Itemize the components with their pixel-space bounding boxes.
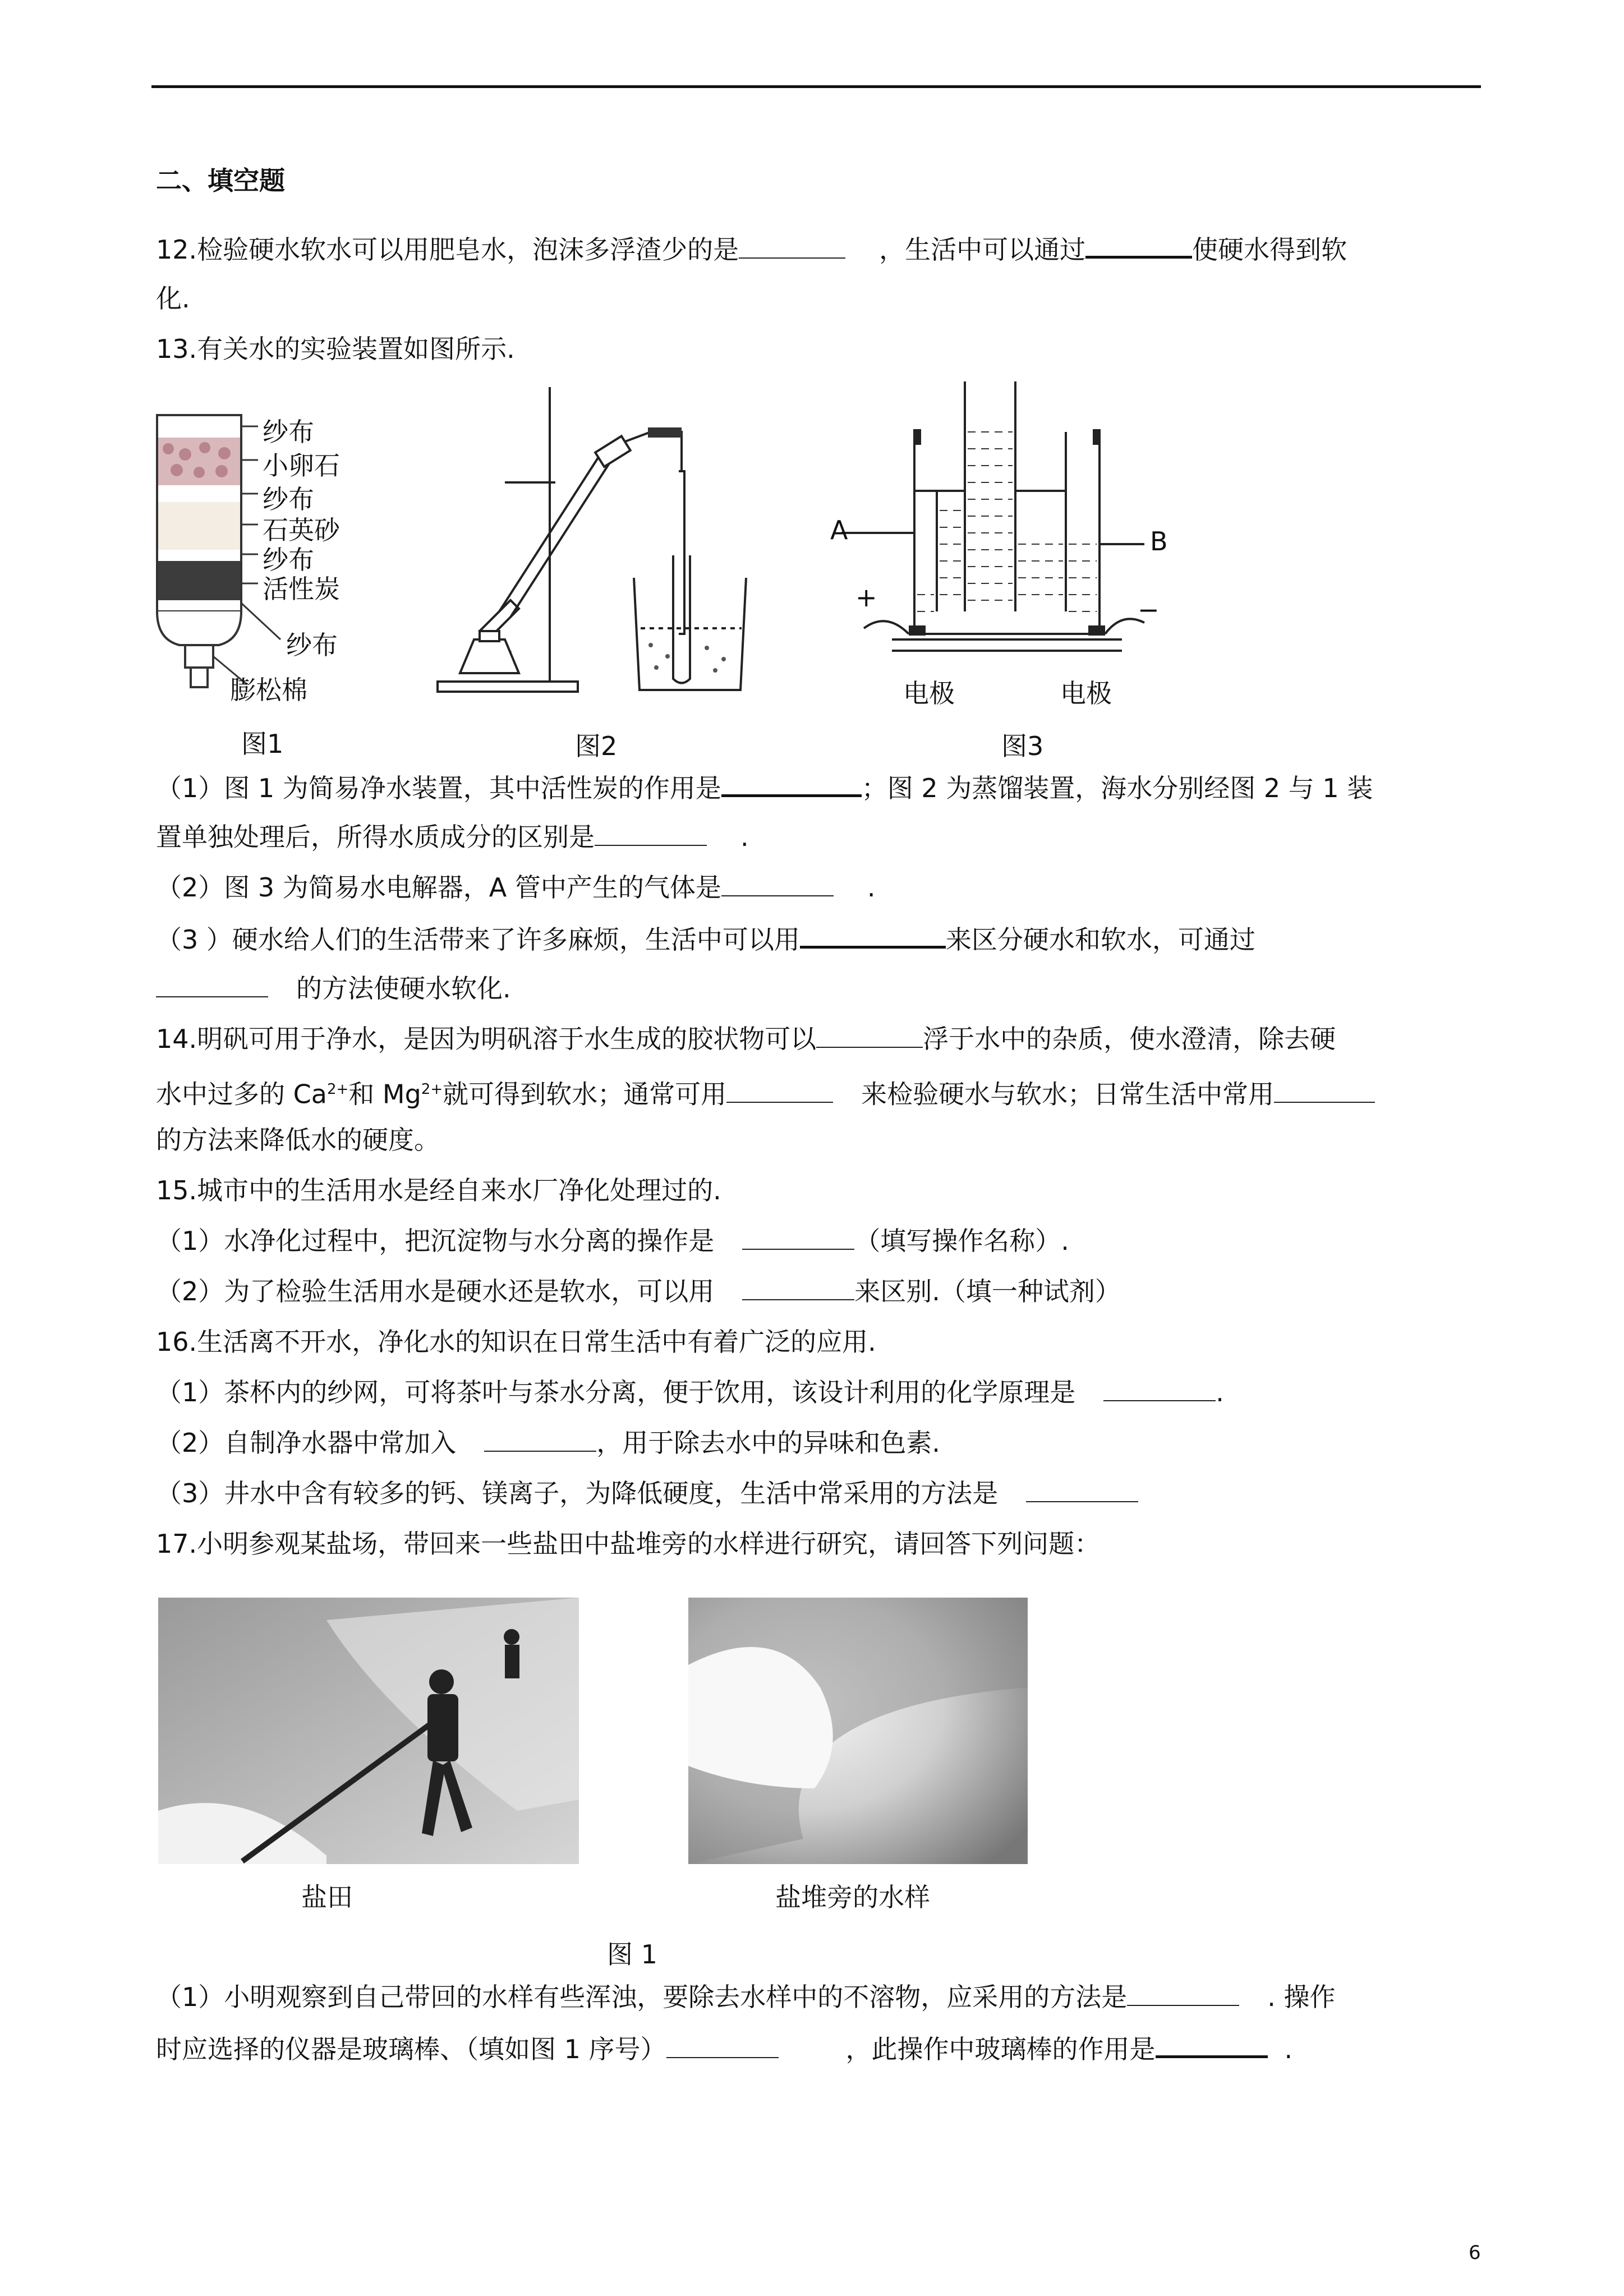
header-rule — [151, 85, 1481, 88]
q13-blank-3[interactable] — [721, 871, 834, 896]
q14-line2 — [156, 1073, 1375, 1111]
q13-p1-line1 — [156, 770, 1373, 805]
q13-p1-text-c: 置单独处理后，所得水质成分的区别是 — [156, 822, 595, 852]
fig3-label-b: B — [1150, 526, 1168, 556]
q14-mg-sup: 2+ — [421, 1081, 443, 1098]
q14-blank-2[interactable] — [726, 1077, 833, 1103]
q13-blank-4[interactable] — [800, 921, 946, 949]
q17-p1-text-d: ，此操作中玻璃棒的作用是 — [845, 2034, 1156, 2064]
q16-p2-text-a: （2）自制净水器中常加入 — [156, 1428, 457, 1458]
q14-text-c: 水中过多的 Ca — [156, 1079, 327, 1110]
q14-line3: 的方法来降低水的硬度。 — [156, 1125, 440, 1155]
q12-text-a: 12.检验硬水软水可以用肥皂水，泡沫多浮渣少的是 — [156, 234, 739, 265]
q13-blank-2[interactable] — [595, 820, 707, 846]
q14-text-e: 就可得到软水；通常可用 — [443, 1079, 727, 1110]
q15-stem: 15.城市中的生活用水是经自来水厂净化处理过的. — [156, 1175, 721, 1205]
q15-p2 — [156, 1274, 1121, 1308]
q13-p3-text-c: 的方法使硬水软化. — [296, 973, 511, 1004]
page-number: 6 — [1469, 2242, 1481, 2264]
q13-p3-line2 — [156, 972, 511, 1005]
q13-p1-text-a: （1）图 1 为简易净水装置，其中活性炭的作用是 — [156, 773, 721, 803]
figure-salt-photos — [158, 1598, 1028, 1979]
section-title: 二、填空题 — [156, 165, 285, 196]
fig3-electrode-right: 电极 — [1060, 678, 1112, 708]
q16-blank-2[interactable] — [484, 1426, 596, 1452]
q17-blank-1[interactable] — [1127, 1980, 1239, 2006]
q14-ca-sup: 2+ — [326, 1081, 349, 1098]
q13-stem: 13.有关水的实验装置如图所示. — [156, 334, 515, 364]
q14-text-b: 浮于水中的杂质，使水澄清，除去硬 — [923, 1024, 1336, 1054]
filter-label-2: 小卵石 — [263, 450, 340, 481]
q12-blank-2[interactable] — [1085, 231, 1192, 259]
q12-text-b: ，生活中可以通过 — [879, 234, 1086, 265]
electrolysis-diagram — [830, 376, 1189, 712]
photo-right-caption: 盐堆旁的水样 — [775, 1882, 930, 1912]
q17-p1-line1 — [156, 1980, 1336, 2014]
q13-p2-text-b: . — [867, 872, 876, 903]
q13-p2-text-a: （2）图 3 为简易水电解器，A 管中产生的气体是 — [156, 872, 721, 903]
q13-p3-text-a: （3 ）硬水给人们的生活带来了许多麻烦，生活中可以用 — [156, 924, 800, 955]
q17-p1-text-c: 时应选择的仪器是玻璃棒、（填如图 1 序号） — [156, 2034, 666, 2064]
fig3-label-a: A — [830, 515, 848, 545]
distillation-diagram — [426, 376, 830, 724]
filter-label-4: 石英砂 — [263, 515, 340, 545]
q13-blank-1[interactable] — [721, 770, 862, 797]
q16-blank-1[interactable] — [1103, 1375, 1216, 1401]
q15-blank-1[interactable] — [742, 1224, 854, 1250]
q17-p1-text-b: . 操作 — [1267, 1982, 1336, 2012]
q13-p1-text-d: . — [740, 822, 749, 852]
q14-line1 — [156, 1022, 1336, 1056]
q14-text-d: 和 Mg — [348, 1079, 421, 1110]
q12-text-c: 使硬水得到软 — [1192, 234, 1347, 265]
q15-p1-text-b: （填写操作名称）. — [854, 1226, 1069, 1256]
q16-p1-text-a: （1）茶杯内的纱网，可将茶叶与茶水分离，便于饮用，该设计利用的化学原理是 — [156, 1377, 1076, 1407]
filter-label-5: 纱布 — [263, 545, 314, 575]
q16-p1-text-b: . — [1216, 1377, 1224, 1407]
q13-p1-text-b: ；图 2 为蒸馏装置，海水分别经图 2 与 1 装 — [861, 773, 1373, 803]
q14-text-f: 来检验硬水与软水；日常生活中常用 — [861, 1079, 1275, 1110]
q16-p2 — [156, 1426, 940, 1460]
figure-3-electrolysis — [830, 376, 1189, 761]
photos-caption: 图 1 — [607, 1939, 657, 1970]
figure-3-caption: 图3 — [1001, 731, 1044, 761]
filter-label-7: 纱布 — [286, 630, 338, 660]
fig3-electrode-left: 电极 — [903, 678, 955, 708]
q14-blank-3[interactable] — [1274, 1077, 1375, 1103]
fig3-minus: − — [1138, 595, 1160, 625]
q16-p2-text-b: ，用于除去水中的异味和色素. — [596, 1428, 940, 1458]
q16-p3 — [156, 1476, 1138, 1510]
q14-blank-1[interactable] — [816, 1022, 923, 1048]
figure-2-distillation — [426, 376, 830, 761]
q14-text-a: 14.明矾可用于净水，是因为明矾溶于水生成的胶状物可以 — [156, 1024, 817, 1054]
figure-2-caption: 图2 — [575, 731, 618, 761]
fig3-plus: + — [855, 582, 877, 613]
q12-line1 — [156, 231, 1347, 266]
salt-photos — [158, 1598, 1028, 1979]
q15-blank-2[interactable] — [742, 1274, 854, 1300]
q17-blank-2[interactable] — [666, 2032, 779, 2058]
q17-p1-text-a: （1）小明观察到自己带回的水样有些浑浊，要除去水样中的不溶物，应采用的方法是 — [156, 1982, 1128, 2012]
q13-p3-text-b: 来区分硬水和软水，可通过 — [945, 924, 1255, 955]
q16-p1 — [156, 1375, 1224, 1409]
figure-1-filter — [151, 404, 398, 759]
q15-p2-text-b: 来区别.（填一种试剂） — [854, 1276, 1121, 1306]
q13-p3-line1 — [156, 921, 1255, 956]
filter-label-6: 活性炭 — [263, 574, 340, 604]
q17-blank-3[interactable] — [1156, 2031, 1268, 2058]
q13-blank-5[interactable] — [156, 972, 268, 997]
q13-p2 — [156, 871, 876, 904]
q13-p1-line2 — [156, 820, 749, 854]
q17-p1-text-e: . — [1284, 2034, 1293, 2064]
photo-left-caption: 盐田 — [301, 1882, 353, 1912]
q15-p1-text-a: （1）水净化过程中，把沉淀物与水分离的操作是 — [156, 1226, 715, 1256]
q15-p2-text-a: （2）为了检验生活用水是硬水还是软水，可以用 — [156, 1276, 715, 1306]
q17-stem: 17.小明参观某盐场，带回来一些盐田中盐堆旁的水样进行研究，请回答下列问题： — [156, 1529, 1101, 1559]
filter-label-1: 纱布 — [263, 417, 314, 447]
q12-blank-1[interactable] — [739, 233, 845, 259]
q12-line2: 化. — [156, 283, 190, 314]
q17-p1-line2 — [156, 2031, 1292, 2066]
q15-p1 — [156, 1224, 1069, 1258]
filter-label-3: 纱布 — [263, 484, 314, 514]
q16-blank-3[interactable] — [1026, 1476, 1138, 1502]
filter-label-8: 膨松棉 — [230, 675, 307, 705]
figure-1-caption: 图1 — [241, 729, 284, 759]
q16-stem: 16.生活离不开水，净化水的知识在日常生活中有着广泛的应用. — [156, 1327, 876, 1357]
q16-p3-text-a: （3）井水中含有较多的钙、镁离子，为降低硬度，生活中常采用的方法是 — [156, 1478, 999, 1508]
